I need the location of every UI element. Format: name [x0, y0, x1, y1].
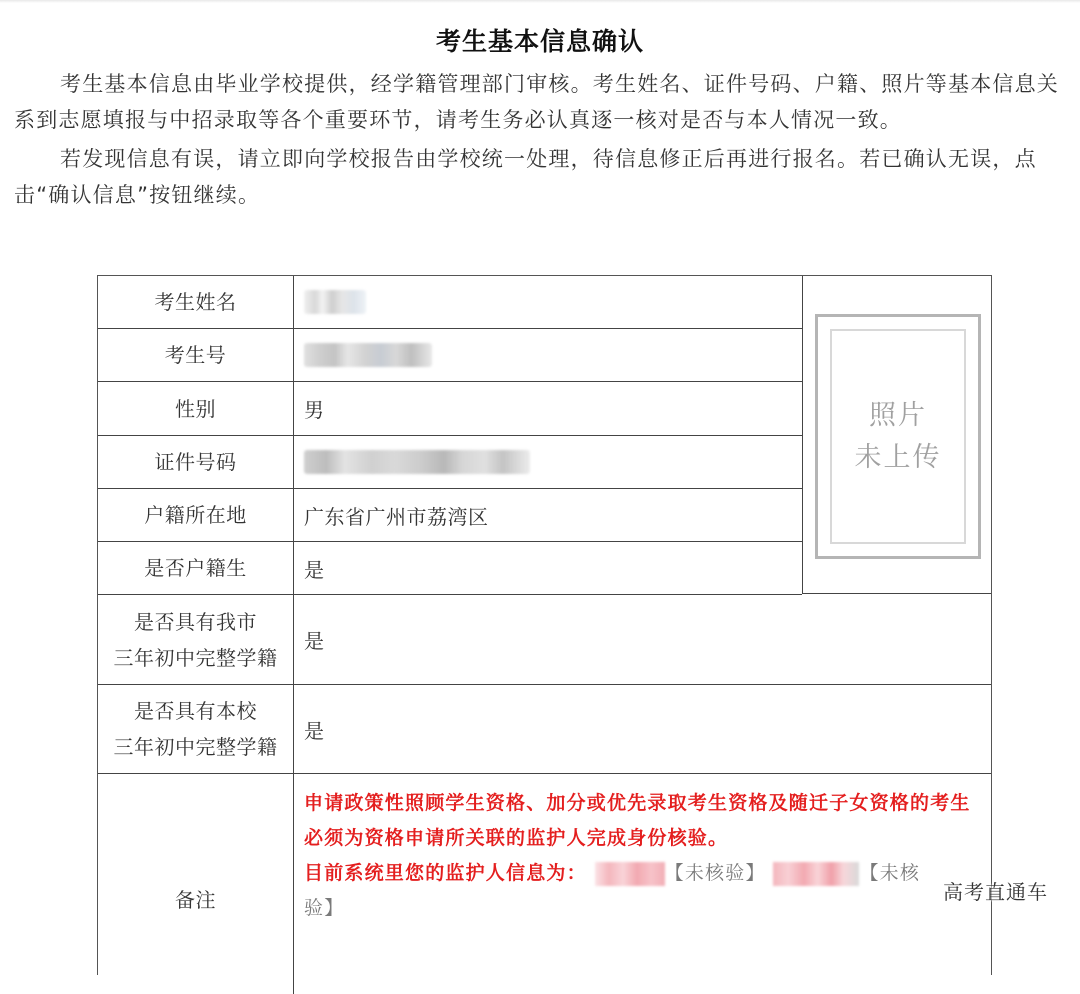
table-row-school-record [98, 685, 991, 774]
table-row-gender [98, 382, 802, 436]
redacted-guardian-2 [773, 862, 859, 886]
label-name: 考生姓名 [98, 276, 294, 328]
label-exam-number: 考生号 [98, 329, 294, 381]
redacted-exam-number [304, 343, 432, 367]
table-row-exam-number [98, 329, 802, 382]
label-school-record-line2: 三年初中完整学籍 [113, 735, 278, 759]
intro-text [14, 66, 1070, 213]
label-household: 户籍所在地 [98, 489, 294, 541]
watermark: 高考直通车 [943, 880, 1048, 904]
guardian-2-status-cont: 验】 [304, 897, 345, 919]
photo-frame [815, 314, 981, 559]
guardian-1-status: 【未核验】 [664, 862, 766, 884]
value-gender: 男 [304, 398, 325, 422]
label-is-local: 是否户籍生 [98, 542, 294, 594]
remark-text [304, 774, 991, 926]
guardian-2-status: 【未核 [859, 862, 921, 884]
redacted-guardian-1 [595, 862, 665, 886]
label-school-record [98, 685, 294, 773]
table-row-city-record [98, 595, 991, 685]
value-remarks [294, 774, 991, 994]
label-gender: 性别 [98, 382, 294, 435]
value-household: 广东省广州市荔湾区 [304, 504, 489, 529]
table-row-is-local [98, 542, 802, 595]
photo-placeholder [830, 329, 966, 544]
redacted-name [304, 290, 366, 314]
label-id-number: 证件号码 [98, 436, 294, 488]
value-exam-number [294, 329, 802, 381]
student-info-table [97, 275, 992, 975]
remark-notice: 申请政策性照顾学生资格、加分或优先录取考生资格及随迁子女资格的考生必须为资格申请所关联的监护人完成身份核验。 [304, 792, 971, 849]
table-row-name [98, 276, 802, 329]
label-city-record-line1: 是否具有我市 [134, 609, 257, 634]
table-row-household [98, 489, 802, 542]
page-title: 考生基本信息确认 [435, 26, 644, 56]
label-city-record-line2: 三年初中完整学籍 [113, 645, 278, 670]
value-is-local: 是 [304, 557, 325, 582]
value-name [294, 276, 802, 328]
value-id-number [294, 436, 802, 488]
table-row-remarks [98, 774, 991, 994]
redacted-id-number [304, 450, 530, 474]
value-city-record: 是 [304, 629, 325, 653]
label-school-record-line1: 是否具有本校 [134, 699, 257, 723]
top-shadow [0, 0, 1080, 3]
remark-guardian-prefix: 目前系统里您的监护人信息为： [304, 862, 587, 884]
label-city-record [98, 595, 294, 684]
photo-placeholder-line1: 照片 [869, 399, 927, 431]
label-remarks: 备注 [98, 774, 294, 994]
intro-paragraph-2: 若发现信息有误，请立即向学校报告由学校统一处理，待信息修正后再进行报名。若已确认无误，点击“确认信息”按钮继续。 [14, 147, 1037, 207]
table-row-id-number [98, 436, 802, 489]
photo-placeholder-line2: 未上传 [854, 441, 942, 473]
value-school-record: 是 [304, 718, 325, 743]
photo-cell [802, 276, 991, 594]
intro-paragraph-1: 考生基本信息由毕业学校提供，经学籍管理部门审核。考生姓名、证件号码、户籍、照片等基本信息关系到志愿填报与中招录取等各个重要环节，请考生务必认真逐一核对是否与本人情况一致。 [14, 72, 1059, 132]
